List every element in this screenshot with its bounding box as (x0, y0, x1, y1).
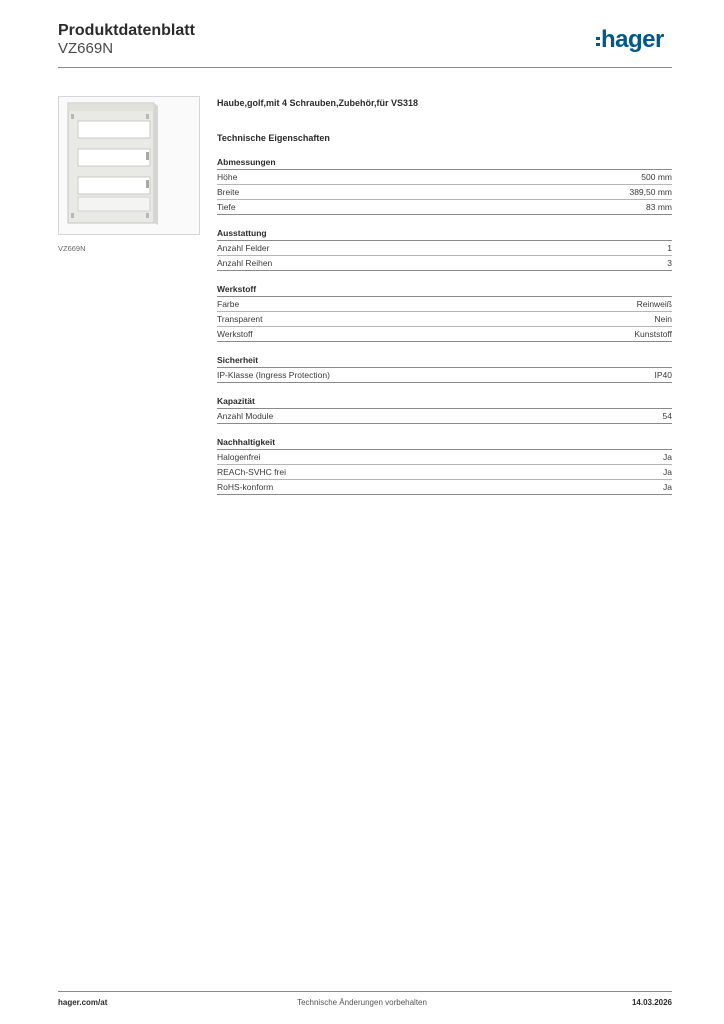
spec-label: Tiefe (217, 202, 236, 212)
footer-website: hager.com/at (58, 998, 108, 1007)
spec-row (217, 450, 672, 465)
spec-value: Reinweiß (636, 299, 672, 309)
technical-properties-heading: Technische Eigenschaften (217, 133, 330, 143)
logo-text: hager (601, 26, 664, 53)
document-title: Produktdatenblatt (58, 22, 195, 39)
section-title: Kapazität (217, 395, 672, 409)
spec-row (217, 327, 672, 342)
spec-value: 3 (667, 258, 672, 268)
spec-label: Höhe (217, 172, 238, 182)
spec-label: Breite (217, 187, 240, 197)
enclosure-cover-icon (59, 97, 199, 234)
footer-disclaimer: Technische Änderungen vorbehalten (297, 998, 427, 1007)
spec-row (217, 256, 672, 271)
section-title: Abmessungen (217, 156, 672, 170)
footer-divider (58, 991, 672, 992)
spec-label: Anzahl Felder (217, 243, 270, 253)
spec-section (217, 436, 672, 495)
spec-label: RoHS-konform (217, 482, 274, 492)
spec-row (217, 241, 672, 256)
spec-row (217, 170, 672, 185)
spec-section (217, 354, 672, 383)
image-caption: VZ669N (58, 244, 86, 253)
spec-value: IP40 (654, 370, 672, 380)
spec-value: Ja (663, 452, 672, 462)
spec-value: 500 mm (641, 172, 672, 182)
spec-row (217, 480, 672, 495)
spec-value: Nein (654, 314, 672, 324)
spec-row (217, 297, 672, 312)
product-code: VZ669N (58, 40, 114, 57)
spec-row (217, 185, 672, 200)
spec-value: Kunststoff (634, 329, 672, 339)
spec-label: Farbe (217, 299, 240, 309)
section-title: Ausstattung (217, 227, 672, 241)
spec-value: 83 mm (646, 202, 672, 212)
product-description: Haube,golf,mit 4 Schrauben,Zubehör,für VS318 (217, 98, 419, 108)
spec-value: 1 (667, 243, 672, 253)
spec-value: Ja (663, 467, 672, 477)
spec-section (217, 156, 672, 215)
header-divider (58, 67, 672, 68)
spec-row (217, 200, 672, 215)
section-title: Sicherheit (217, 354, 672, 368)
product-image (58, 96, 200, 235)
spec-sections (217, 156, 672, 495)
spec-row (217, 409, 672, 424)
spec-label: IP-Klasse (Ingress Protection) (217, 370, 330, 380)
spec-row (217, 368, 672, 383)
spec-label: Anzahl Reihen (217, 258, 273, 268)
spec-label: Halogenfrei (217, 452, 261, 462)
footer-date: 14.03.2026 (631, 998, 672, 1007)
spec-row (217, 312, 672, 327)
spec-section (217, 395, 672, 424)
spec-label: Anzahl Module (217, 411, 274, 421)
spec-row (217, 465, 672, 480)
spec-value: Ja (663, 482, 672, 492)
spec-section (217, 283, 672, 342)
specification-content (217, 96, 672, 495)
logo-dots-icon (596, 37, 600, 46)
spec-value: 54 (662, 411, 672, 421)
spec-label: Transparent (217, 314, 263, 324)
spec-label: REACh-SVHC frei (217, 467, 286, 477)
spec-value: 389,50 mm (629, 187, 672, 197)
hager-logo (596, 26, 664, 54)
section-title: Werkstoff (217, 283, 672, 297)
spec-section (217, 227, 672, 271)
section-title: Nachhaltigkeit (217, 436, 672, 450)
spec-label: Werkstoff (217, 329, 253, 339)
